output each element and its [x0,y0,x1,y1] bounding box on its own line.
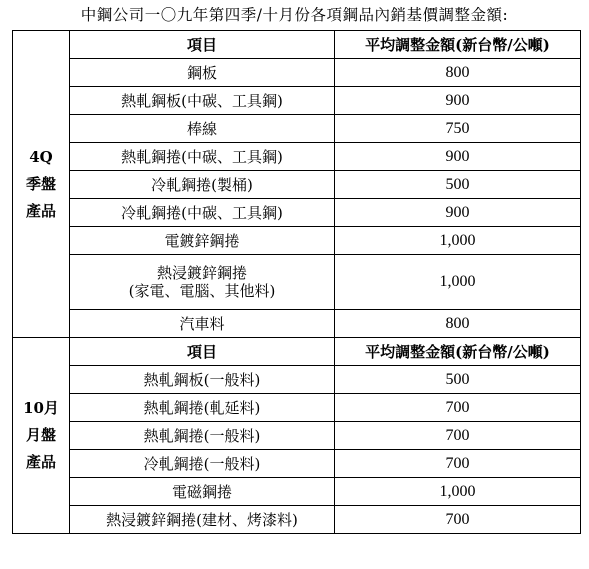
item-cell: 熱浸鍍鋅鋼捲(建材、烤漆料) [70,506,335,534]
item-cell: 棒線 [70,115,335,143]
amount-cell: 700 [335,450,581,478]
amount-cell: 1,000 [335,255,581,310]
amount-cell: 700 [335,422,581,450]
header-amount-cell: 平均調整金額(新台幣/公噸) [335,31,581,59]
item-cell: 電鍍鋅鋼捲 [70,227,335,255]
amount-cell: 500 [335,171,581,199]
table-header-row [13,338,581,366]
table-row [13,422,581,450]
item-cell: 熱軋鋼捲(軋延料) [70,394,335,422]
item-cell: 熱軋鋼捲(中碳、工具鋼) [70,143,335,171]
amount-cell: 500 [335,366,581,394]
item-cell: 電磁鋼捲 [70,478,335,506]
item-line: (家電、電腦、其他料) [128,282,276,300]
table-row [13,143,581,171]
amount-cell: 900 [335,143,581,171]
item-cell: 汽車料 [70,310,335,338]
table-row [13,227,581,255]
amount-cell: 900 [335,87,581,115]
table-row [13,115,581,143]
table-row [13,59,581,87]
section-label-line: 產品 [25,453,56,471]
section-label-line: 產品 [25,201,56,220]
item-line: 熱浸鍍鋅鋼捲 [156,264,247,282]
table-row [13,478,581,506]
item-cell: 冷軋鋼捲(一般料) [70,450,335,478]
document-title: 中鋼公司一〇九年第四季/十月份各項鋼品內銷基價調整金額: [80,6,509,24]
item-cell: 熱軋鋼板(中碳、工具鋼) [70,87,335,115]
header-item-cell: 項目 [70,31,335,59]
section-label [13,31,70,338]
table-body [13,31,581,534]
item-cell: 冷軋鋼捲(製桶) [70,171,335,199]
section-label [13,338,70,534]
header-item-cell: 項目 [70,338,335,366]
item-cell: 冷軋鋼捲(中碳、工具鋼) [70,199,335,227]
table-row [13,87,581,115]
item-cell [70,255,335,310]
table-row [13,255,581,310]
section-label-line: 4Q [29,147,53,166]
table-row [13,199,581,227]
price-adjustment-table [12,30,581,534]
table-row [13,394,581,422]
amount-cell: 700 [335,506,581,534]
amount-cell: 700 [335,394,581,422]
table-row [13,310,581,338]
section-label-line: 月盤 [25,426,56,444]
table-row [13,366,581,394]
amount-cell: 800 [335,310,581,338]
amount-cell: 900 [335,199,581,227]
item-cell: 鋼板 [70,59,335,87]
table-header-row [13,31,581,59]
amount-cell: 1,000 [335,478,581,506]
table-row [13,450,581,478]
table-row [13,171,581,199]
item-cell: 熱軋鋼捲(一般料) [70,422,335,450]
amount-cell: 1,000 [335,227,581,255]
section-label-line: 10月 [23,399,59,417]
item-cell: 熱軋鋼板(一般料) [70,366,335,394]
header-amount-cell: 平均調整金額(新台幣/公噸) [335,338,581,366]
amount-cell: 800 [335,59,581,87]
amount-cell: 750 [335,115,581,143]
table-row [13,506,581,534]
section-label-line: 季盤 [25,174,56,193]
